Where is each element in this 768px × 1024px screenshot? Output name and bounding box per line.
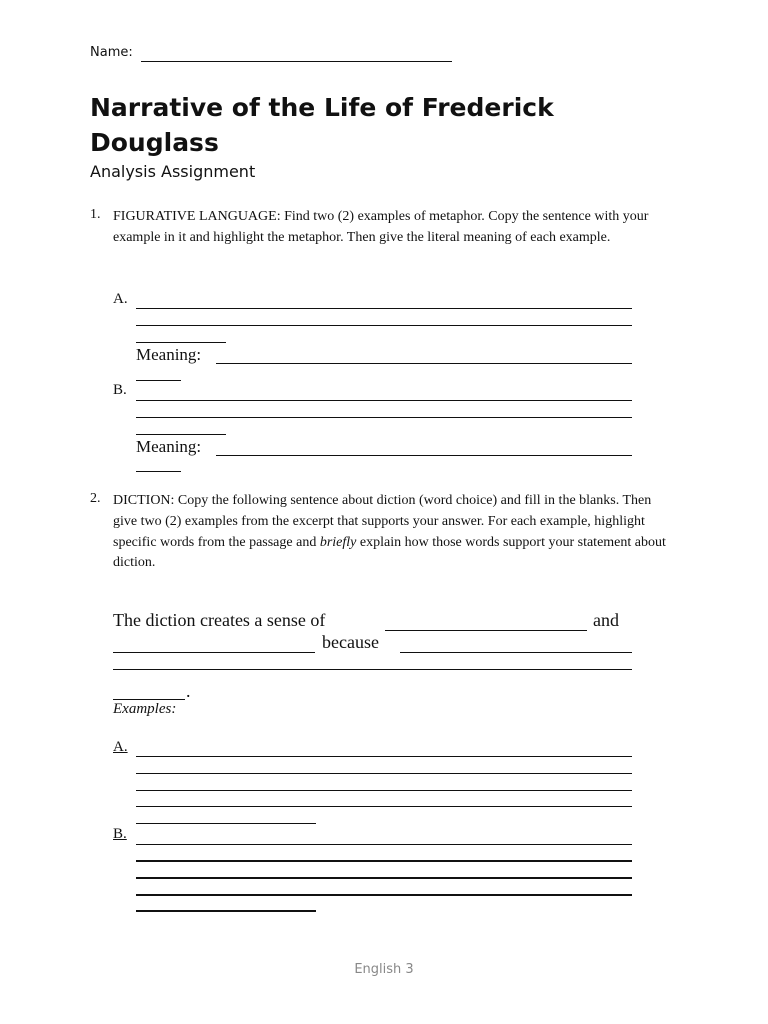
q1-label-b: B. <box>113 382 127 398</box>
q2-a-line-2[interactable] <box>136 773 632 774</box>
q2-text-part1: DICTION: Copy the following sentence about diction (word choice) and fill in the blanks. Then give two (2) examples from the excerpt that supports your answer. For each example, highlight specific words from the passage and <box>113 493 652 550</box>
q2-label-b: B. <box>113 826 127 842</box>
question-2-number: 2. <box>90 491 101 506</box>
question-1-number: 1. <box>90 207 101 222</box>
q2-b-line-2[interactable] <box>136 860 632 862</box>
diction-blank-4[interactable] <box>113 669 632 670</box>
page-title: Narrative of the Life of Frederick Douglass <box>90 93 554 157</box>
q1-label-a: A. <box>113 291 128 307</box>
q1-b-meaning-line[interactable] <box>216 455 632 456</box>
q2-b-line-4[interactable] <box>136 894 632 896</box>
q1-a-line-3[interactable] <box>136 342 226 343</box>
q2-text-emphasis: briefly <box>319 534 357 550</box>
diction-and: and <box>593 610 619 630</box>
diction-period: . <box>186 681 191 701</box>
diction-blank-3[interactable] <box>400 652 632 653</box>
q2-b-line-1[interactable] <box>136 844 632 845</box>
q1-b-line-3[interactable] <box>136 434 226 435</box>
name-field[interactable] <box>141 61 452 62</box>
q2-text-part2: explain how those words support your statement about diction. <box>113 534 666 571</box>
question-2-text <box>113 491 673 574</box>
examples-label: Examples: <box>113 701 177 717</box>
diction-blank-1[interactable] <box>385 630 587 631</box>
q2-a-line-4[interactable] <box>136 806 632 807</box>
q2-b-line-5[interactable] <box>136 910 316 912</box>
q2-label-a: A. <box>113 739 128 755</box>
q2-a-line-1[interactable] <box>136 756 632 757</box>
q1-a-meaning-label: Meaning: <box>136 345 202 364</box>
q1-b-line-1[interactable] <box>136 400 632 401</box>
page-subtitle: Analysis Assignment <box>90 162 256 181</box>
q2-b-line-3[interactable] <box>136 877 632 879</box>
q1-b-meaning-line-2[interactable] <box>136 471 181 472</box>
diction-blank-2[interactable] <box>113 652 315 653</box>
name-label: Name: <box>90 45 133 60</box>
q1-b-meaning-label: Meaning: <box>136 437 202 456</box>
question-1-text: FIGURATIVE LANGUAGE: Find two (2) examples of metaphor. Copy the sentence with your example in it and highlight the metaphor. Then give the literal meaning of each example. <box>113 209 649 245</box>
q1-a-line-2[interactable] <box>136 325 632 326</box>
q2-a-line-3[interactable] <box>136 790 632 791</box>
q1-a-meaning-line[interactable] <box>216 363 632 364</box>
page-footer: English 3 <box>354 962 414 977</box>
q1-a-meaning-line-2[interactable] <box>136 380 181 381</box>
diction-blank-5[interactable] <box>113 699 185 700</box>
diction-sentence-start: The diction creates a sense of <box>113 610 326 630</box>
q1-a-line-1[interactable] <box>136 308 632 309</box>
q1-b-line-2[interactable] <box>136 417 632 418</box>
q2-a-line-5[interactable] <box>136 823 316 824</box>
diction-because: because <box>322 632 379 652</box>
